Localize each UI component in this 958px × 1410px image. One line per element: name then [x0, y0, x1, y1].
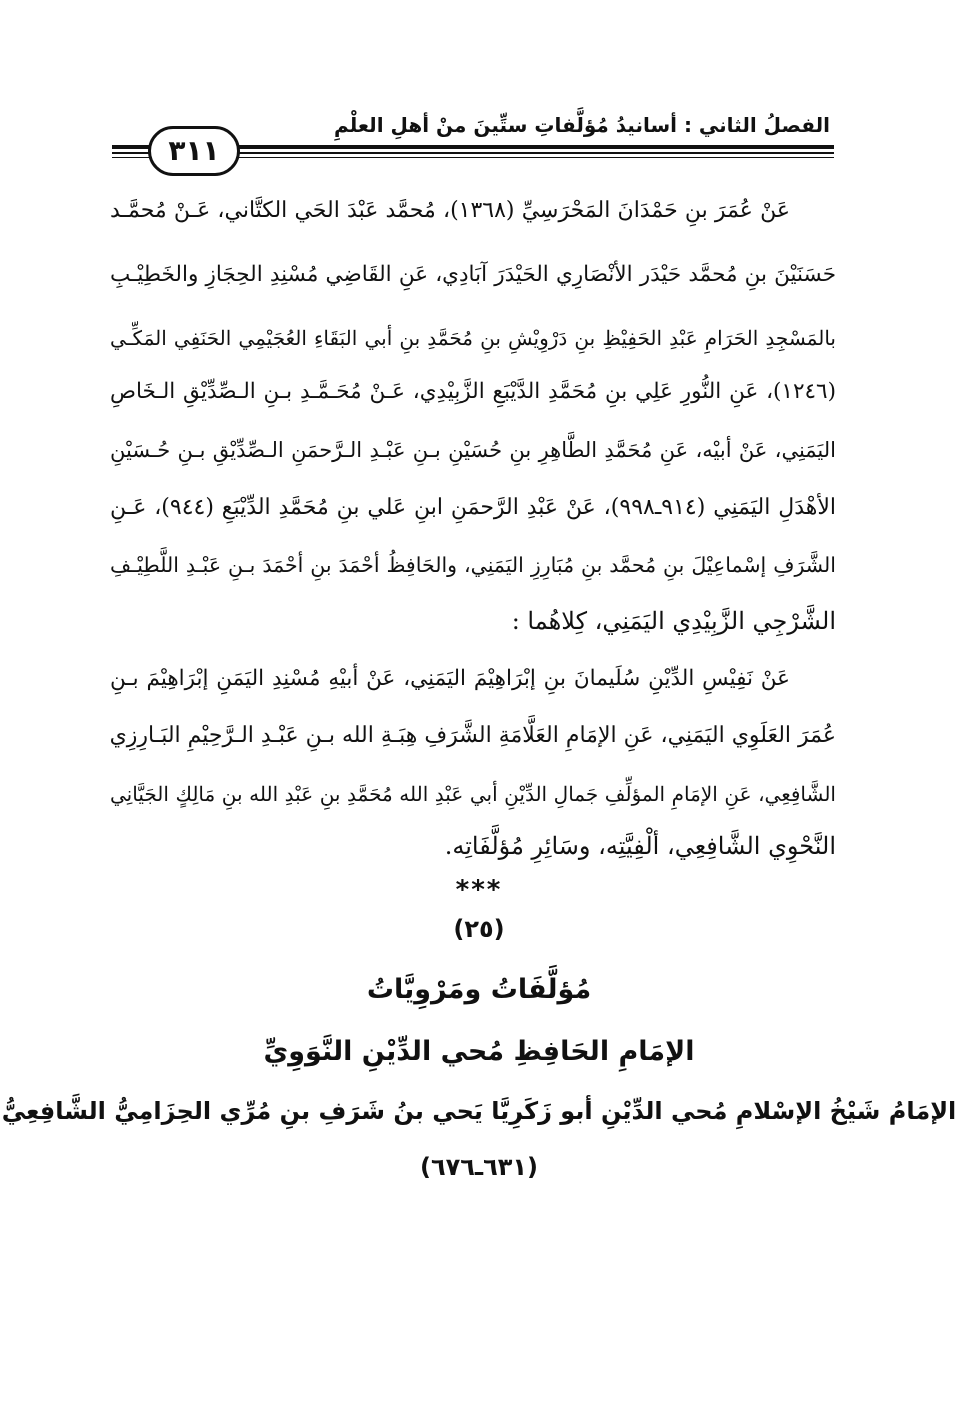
page-number: ٣١١ — [168, 134, 220, 167]
section-separator: *** — [455, 875, 503, 905]
section-number: (٢٥) — [453, 915, 505, 943]
section-subtitle: الإمَامِ الحَافِظِ مُحي الدِّيْنِ النَّوَوِيِّ — [263, 1036, 695, 1067]
section-dates: (٦٣١ـ٦٧٦) — [419, 1153, 539, 1181]
body-line: بالمَسْجِدِ الحَرَامِ عَبْدِ الحَفِيْظِ بنِ دَرْوِيْشِ بنِ مُحَمَّدِ بنِ أبي البَقَاءِ العُجَيْمِي الحَنَفِي المَكِّـي — [110, 326, 836, 350]
section-title: مُؤلَّفَاتُ ومَرْوِيَّاتُ — [366, 974, 592, 1005]
body-line: النَّحْوِي الشَّافِعِي، ألْفِيَّتِه، وسَائِرِ مُؤلَّفَاتِه. — [444, 832, 836, 860]
page-number-badge — [148, 126, 240, 176]
running-header-title: الفصلُ الثاني : أسانيدُ مُؤلَّفاتِ ستِّينَ منْ أهلِ العلْمِ — [334, 113, 830, 137]
body-line: الشَّرْجِي الزَّبِيْدِي اليَمَنِي، كِلاهُما : — [511, 607, 836, 635]
body-line: (١٢٤٦)، عَنِ النُّورِ عَلِي بنِ مُحَمَّدِ الدَّيْبَعِ الزَّبِيْدِي، عَـنْ مُحَـمَّـدِ بـنِ الـصِّدِّيْقِ الـخَاصِ — [110, 379, 836, 404]
body-line: الشَّافِعِي، عَنِ الإمَامِ المؤلِّفِ جَمالِ الدِّيْنِ أبي عَبْدِ الله مُحَمَّدِ بنِ عَبْدِ الله بنِ مَالِكٍ الجَيَّانِي — [110, 782, 836, 806]
body-line: حَسَنَيْنَ بنِ مُحمَّد حَيْدَر الأنْصَارِي الحَيْدَرَ آبَادِي، عَنِ القَاضِي مُسْنِدِ الحِجَازِ والخَطِيْـبِ — [110, 262, 836, 287]
body-line: عُمَرَ العَلَوِي اليَمَنِي، عَنِ الإمَامِ العَلَّامَةِ الشَّرَفِ هِبَـةِ الله بـنِ عَبْـدِ الـرَّحِيْمِ البَـارِزِي — [109, 723, 836, 748]
body-line: الشَّرَفِ إسْماعِيْلَ بنِ مُحمَّد بنِ مُبَارِزِ اليَمَنِي، والحَافِظُ أحْمَدَ بنِ أحْمَدَ بـنِ عَبْـدِ اللَّطِيْـفِ — [110, 553, 836, 577]
body-line: عَنْ نَفِيْسِ الدِّيْنِ سُلَيمانَ بنِ إبْرَاهِيْمَ اليَمَنِي، عَنْ أبيْهِ مُسْنِدِ اليَمَنِ إبْرَاهِيْمَ بـنِ — [110, 666, 790, 691]
body-line: الأهْدَلِ اليَمَنِي (٩١٤ـ٩٩٨)، عَنْ عَبْدِ الرَّحمَنِ ابنِ عَلي بنِ مُحَمَّدِ الدِّيْبَعِ (٩٤٤)، عَـنِ — [110, 495, 837, 520]
section-author: الإمَامُ شَيْخُ الإسْلامِ مُحي الدِّيْنِ أبو زَكَرِيَّا يَحي بنُ شَرَفِ بنِ مُرِّي الحِزَامِيُّ الشَّافِعِيُّ — [1, 1097, 957, 1125]
body-line: عَنْ عُمَرَ بنِ حَمْدَانَ المَحْرَسِيِّ (١٣٦٨)، مُحمَّد عَبْدَ الحَي الكتَّاني، عَـنْ مُحمَّـد — [110, 198, 790, 223]
body-line: اليَمَنِي، عَنْ أبيْه، عَنِ مُحَمَّدِ الطَّاهِرِ بنِ حُسَيْنِ بـنِ عَبْـدِ الـرَّحمَنِ الـصِّدِّيْقِ بـنِ حُـسَيْنِ — [110, 438, 836, 462]
